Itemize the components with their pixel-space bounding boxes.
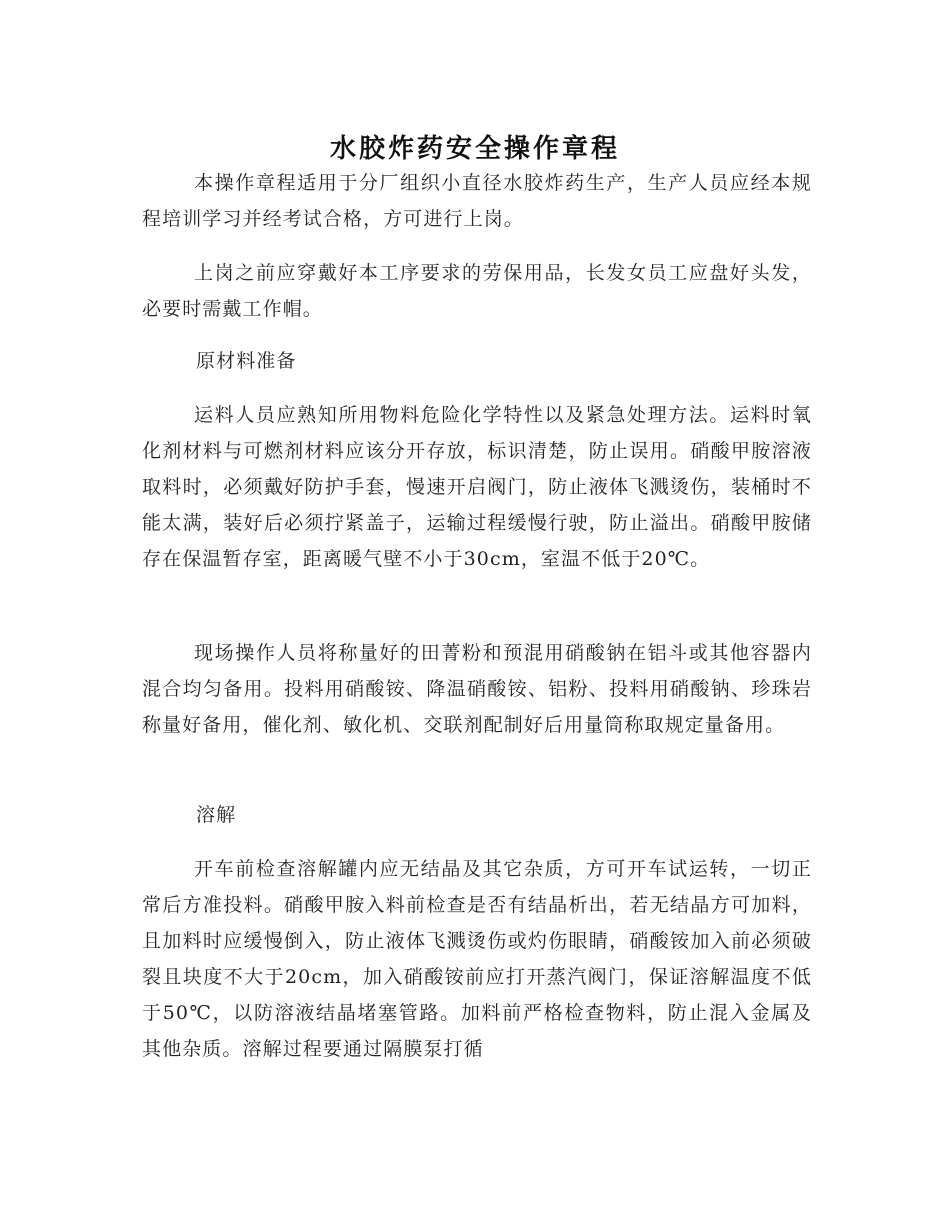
paragraph-weighing: 现场操作人员将称量好的田菁粉和预混用硝酸钠在铝斗或其他容器内混合均匀备用。投料用硝酸铵、降温硝酸铵、铝粉、投料用硝酸钠、珍珠岩称量好备用，催化剂、敏化机、交联剂配制好后用量筒称取规定量备用。 (142, 642, 812, 736)
section-heading-raw-material: 原材料准备 (196, 350, 297, 372)
paragraph-dissolve: 开车前检查溶解罐内应无结晶及其它杂质，方可开车试运转，一切正常后方准投料。硝酸甲胺入料前检查是否有结晶析出，若无结晶方可加料，且加料时应缓慢倒入，防止液体飞溅烫伤或灼伤眼睛，硝酸铵加入前必须破裂且块度不大于20cm，加入硝酸铵前应打开蒸汽阀门，保证溶解温度不低于50℃，以防溶液结晶堵塞管路。加料前严格检查物料，防止混入金属及其他杂质。溶解过程要通过隔膜泵打循 (142, 858, 812, 1060)
paragraph-ppe: 上岗之前应穿戴好本工序要求的劳保用品，长发女员工应盘好头发，必要时需戴工作帽。 (142, 262, 812, 320)
section-heading-dissolve: 溶解 (196, 804, 237, 826)
paragraph-intro: 本操作章程适用于分厂组织小直径水胶炸药生产，生产人员应经本规程培训学习并经考试合格，方可进行上岗。 (142, 172, 812, 230)
paragraph-transport: 运料人员应熟知所用物料危险化学特性以及紧急处理方法。运料时氧化剂材料与可燃剂材料应该分开存放，标识清楚，防止误用。硝酸甲胺溶液取料时，必须戴好防护手套，慢速开启阀门，防止液体飞溅烫伤，装桶时不能太满，装好后必须拧紧盖子，运输过程缓慢行驶，防止溢出。硝酸甲胺储存在保温暂存室，距离暖气壁不小于30cm，室温不低于20℃。 (142, 404, 812, 570)
document-title: 水胶炸药安全操作章程 (329, 134, 620, 165)
